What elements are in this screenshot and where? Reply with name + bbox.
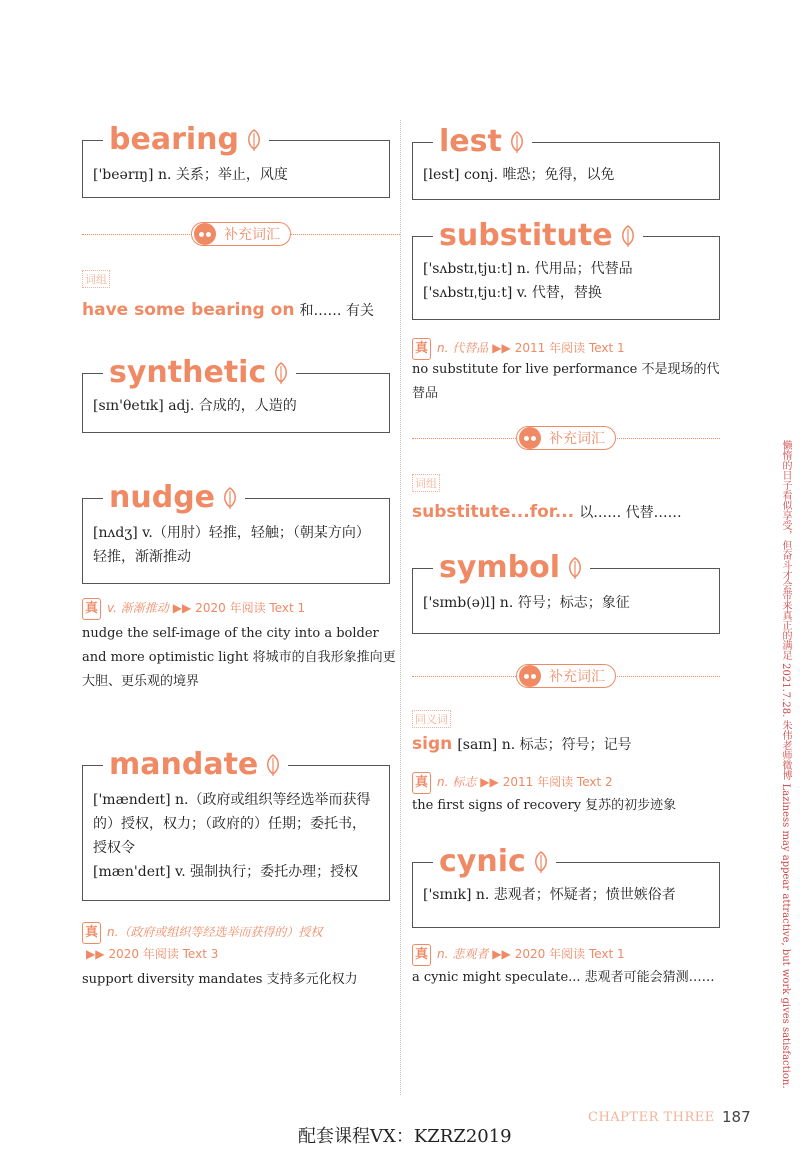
word-substitute: substitute <box>439 218 613 253</box>
word-synthetic: synthetic <box>109 355 267 390</box>
definition-noun: ['mændeɪt] n.（政府或组织等经选举而获得的）授权，权力；（政府的）任期；委托书，授权令 <box>93 792 371 856</box>
definition: [nʌdʒ] v.（用肘）轻推，轻触；（朝某方向）轻推，渐渐推动 <box>93 525 370 565</box>
word-bearing: bearing <box>109 122 239 157</box>
supplement-divider <box>412 664 720 688</box>
definition: ['beərɪŋ] n. 关系；举止，风度 <box>93 167 288 183</box>
leaf-icon <box>508 131 526 153</box>
definition-verb: ['sʌbstɪˌtjuːt] v. 代替，替换 <box>423 285 602 301</box>
supplement-badge: 补充词汇 <box>191 222 291 246</box>
leaf-icon <box>245 129 263 151</box>
entry-lest <box>412 124 720 200</box>
leaf-icon <box>566 557 584 579</box>
phrase-line: substitute...for... 以…… 代替…… <box>412 502 682 522</box>
supplement-badge: 补充词汇 <box>516 664 616 688</box>
phrase-tag: 词组 <box>82 268 112 288</box>
word-mandate: mandate <box>109 747 259 782</box>
real-exam-line: 真 n. 悲观者 ▶▶ 2020 年阅读 Text 1 <box>412 944 720 966</box>
owl-icon <box>194 223 216 245</box>
phrase-tag: 词组 <box>412 472 442 492</box>
leaf-icon <box>532 851 550 873</box>
word-nudge: nudge <box>109 480 216 515</box>
definition-noun: ['sʌbstɪˌtjuːt] n. 代用品；代替品 <box>423 261 633 277</box>
entry-symbol <box>412 550 720 634</box>
side-note: 懒惰的日子看似享受，但奋斗才会带来真正的满足 2021.7.28. 朱伟老师微博 Laziness may appear attractive, but work gives satisfaction. <box>780 440 791 1089</box>
example-sentence: the first signs of recovery 复苏的初步迹象 <box>412 798 677 813</box>
phrase-line: sign [saɪn] n. 标志；符号；记号 <box>412 734 632 754</box>
example-sentence: a cynic might speculate... 悲观者可能会猜测…… <box>412 970 715 985</box>
supplement-badge: 补充词汇 <box>516 426 616 450</box>
real-exam-line: 真 n. 代替品 ▶▶ 2011 年阅读 Text 1 <box>412 338 720 360</box>
word-lest: lest <box>439 124 502 159</box>
column-divider <box>400 120 401 1095</box>
phrase-line: have some bearing on 和…… 有关 <box>82 300 374 320</box>
definition: ['sɪnɪk] n. 悲观者；怀疑者；愤世嫉俗者 <box>423 887 676 903</box>
owl-icon <box>519 665 541 687</box>
entry-cynic <box>412 844 720 928</box>
word-cynic: cynic <box>439 844 526 879</box>
real-exam-line: 真 n. 标志 ▶▶ 2011 年阅读 Text 2 <box>412 772 720 794</box>
entry-substitute <box>412 218 720 320</box>
example-sentence: support diversity mandates 支持多元化权力 <box>82 972 358 987</box>
definition: ['sɪmb(ə)l] n. 符号；标志；象征 <box>423 595 630 611</box>
real-exam-line: 真 v. 渐渐推动 ▶▶ 2020 年阅读 Text 1 <box>82 598 400 620</box>
real-exam-line: 真 n.（政府或组织等经选举而获得的）授权 ▶▶ 2020 年阅读 Text 3 <box>82 922 400 964</box>
supplement-divider <box>82 222 400 246</box>
chapter-title: CHAPTER THREE <box>588 1110 715 1125</box>
definition-verb: [mæn'deɪt] v. 强制执行；委托办理；授权 <box>93 864 359 880</box>
definition: [sɪn'θetɪk] adj. 合成的，人造的 <box>93 398 297 414</box>
supplement-divider <box>412 426 720 450</box>
leaf-icon <box>221 487 239 509</box>
leaf-icon <box>264 754 282 776</box>
page-number: 187 <box>722 1108 751 1126</box>
entry-bearing <box>82 122 402 198</box>
owl-icon <box>519 427 541 449</box>
entry-mandate <box>82 747 390 901</box>
phrase-tag: 同义词 <box>412 708 453 728</box>
word-symbol: symbol <box>439 550 561 585</box>
example-sentence: nudge the self-image of the city into a bolder and more optimistic light 将城市的自我形象推向更大胆、更乐观的境界 <box>82 626 396 689</box>
entry-nudge <box>82 480 390 584</box>
leaf-icon <box>272 362 290 384</box>
course-contact: 配套课程VX：KZRZ2019 <box>298 1126 512 1147</box>
entry-synthetic <box>82 355 390 433</box>
definition: [lest] conj. 唯恐；免得，以免 <box>423 167 615 183</box>
left-column <box>82 0 402 987</box>
leaf-icon <box>619 225 637 247</box>
example-sentence: no substitute for live performance 不是现场的代替品 <box>412 362 720 401</box>
headword <box>103 123 269 157</box>
